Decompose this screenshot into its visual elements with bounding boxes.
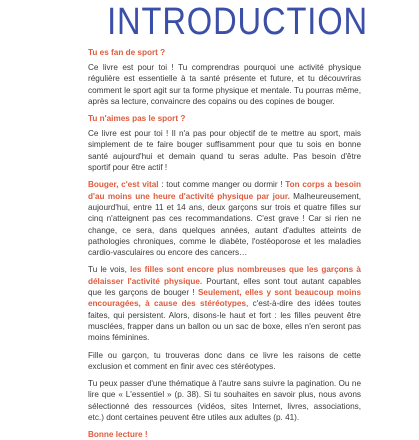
highlighted-text: Seulement, elles y sont beaucoup moins encouragées, à cause des stéréotypes — [88, 288, 361, 309]
page-title: INTRODUCTION — [107, 1, 368, 43]
text-run: , c'est-à-dire des idées toutes faites, qui persistent. Alors, disons-le haut et fort : les filles peuvent être musclées, frapper dans un ballon ou un sac de boxe, elles n'en seront pas moins féminines. — [88, 299, 361, 343]
highlighted-text: Ton corps a besoin d'au moins une heure d'activité physique par jour. — [88, 180, 361, 201]
text-run: : tout comme manger ou dormir ! — [158, 180, 286, 190]
intro-content — [88, 47, 361, 440]
body-paragraph — [88, 179, 361, 258]
highlighted-text: Bouger, c'est vital — [88, 180, 159, 190]
text-run: Tu peux passer d'une thématique à l'autre sans suivre la pagination. Ou ne lire que « L'essentiel » (p. 38). Si tu souhaites en savoir plus, nous avons sélectionné des ressources (vidéos, sites Internet, livres, associations, etc.) dont certaines peuvent être utiles aux adultes (p. 41). — [88, 379, 361, 423]
closing-line: Bonne lecture ! — [88, 430, 148, 440]
body-paragraph — [88, 62, 361, 107]
text-run: Malheureusement, aujourd'hui, entre 11 et 14 ans, deux garçons sur trois et quatre filles sur cinq n'atteignent pas ces recommandations. C'est grave ! Car si rien ne change, ce sera, dans quelques années, autant d'adultes atteints de pathologies chroniques, comme le diabète, l'ostéoporose et les maladies cardio-vasculaires ou encore des cancers… — [88, 191, 361, 258]
text-run: Ce livre est pour toi ! Tu comprendras pourquoi une activité physique régulière est essentielle à ta santé présente et future, et tu découvriras comment le sport agit sur ta forme physique et mentale. Tu pourras même, après sa lecture, convaincre des copains ou des copines de bouger. — [88, 63, 361, 106]
text-run: Ce livre est pour toi ! Il n'a pas pour objectif de te mettre au sport, mais simplement de te faire bouger suffisamment pour que tu sois en bonne santé aujourd'hui et demain quand tu seras adulte. Pas besoin d'être sportif pour être actif ! — [88, 129, 361, 173]
text-run: Pourtant, elles sont tout autant capables que les garçons de bouger ! — [88, 276, 361, 298]
body-paragraph — [88, 128, 361, 173]
body-paragraph — [88, 350, 361, 373]
text-run: Fille ou garçon, tu trouveras donc dans ce livre les raisons de cette exclusion et comment en finir avec ces stéréotypes. — [88, 350, 361, 371]
section-question: Tu es fan de sport ? — [88, 48, 166, 57]
highlighted-text: les filles sont encore plus nombreuses que les garçons à délaisser l'activité physique. — [88, 265, 361, 286]
section-question: Tu n'aimes pas le sport ? — [88, 114, 186, 124]
body-paragraph — [88, 378, 361, 423]
text-run: Tu le vois, — [88, 265, 131, 275]
body-paragraph — [88, 264, 361, 343]
